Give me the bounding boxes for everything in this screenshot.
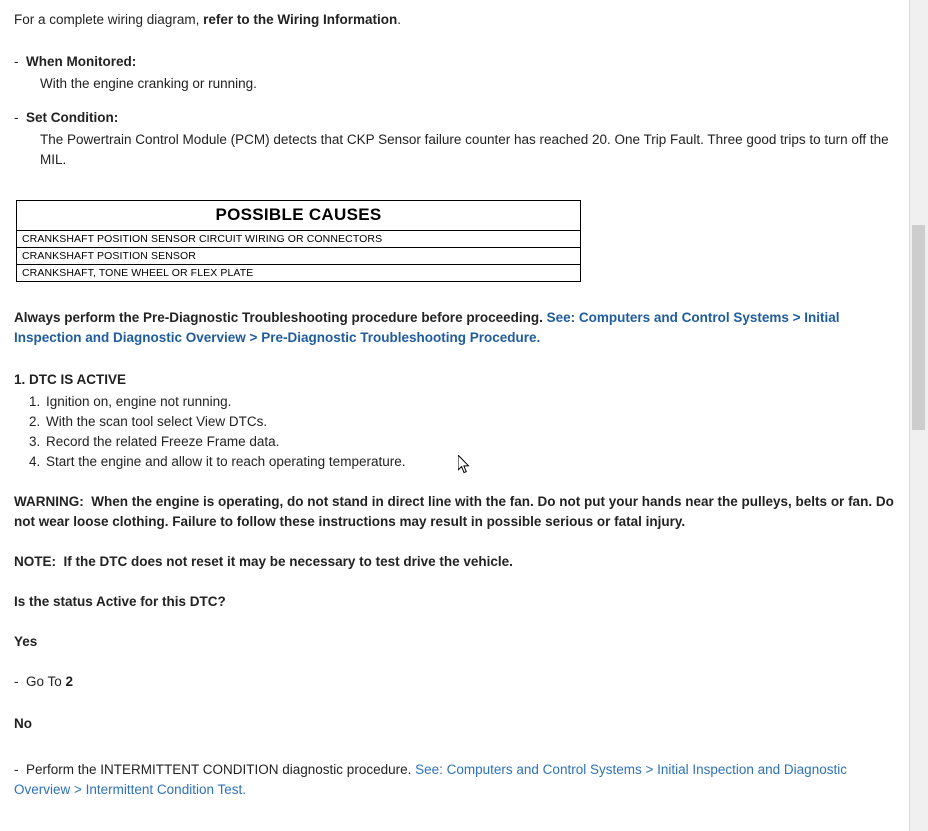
- step-section-heading: 1. DTC IS ACTIVE: [14, 372, 127, 387]
- possible-causes-table: [16, 200, 581, 282]
- when-monitored-text: With the engine cranking or running.: [40, 76, 257, 91]
- question-text: Is the status Active for this DTC?: [14, 594, 226, 609]
- table-row: [17, 248, 581, 265]
- yes-label: Yes: [14, 634, 38, 649]
- list-item: 1. Ignition on, engine not running.: [44, 392, 894, 412]
- cause-row-1: CRANKSHAFT POSITION SENSOR CIRCUIT WIRING OR CONNECTORS: [17, 231, 581, 248]
- possible-causes-title: POSSIBLE CAUSES: [17, 201, 581, 231]
- yes-action: [14, 672, 894, 692]
- table-header-row: [17, 201, 581, 231]
- vertical-scrollbar[interactable]: [909, 0, 928, 831]
- list-item: 3. Record the related Freeze Frame data.: [44, 432, 894, 452]
- note-paragraph: [14, 552, 894, 572]
- no-label: No: [14, 716, 32, 731]
- intro-prefix: For a complete wiring diagram,: [14, 12, 204, 27]
- list-item: 2. With the scan tool select View DTCs.: [44, 412, 894, 432]
- no-action-text: Perform the INTERMITTENT CONDITION diagnostic procedure.: [26, 762, 416, 777]
- scrollbar-thumb[interactable]: [912, 225, 925, 430]
- set-condition-label: Set Condition:: [26, 110, 119, 125]
- no-action: [14, 760, 894, 800]
- goto-step-link[interactable]: 2: [65, 674, 74, 689]
- table-row: [17, 231, 581, 248]
- pre-diagnostic-text: Always perform the Pre-Diagnostic Troubleshooting procedure before proceeding.: [14, 310, 547, 325]
- bullet-dash-icon: -: [14, 762, 19, 777]
- cause-row-2: CRANKSHAFT POSITION SENSOR: [17, 248, 581, 265]
- pre-diagnostic-link[interactable]: See: Computers and Control Systems > Initial Inspection and Diagnostic Overview > Pre-Diagnostic Troubleshooting Procedure.: [14, 310, 840, 345]
- possible-causes-block: [16, 200, 581, 282]
- set-condition-heading: [14, 108, 894, 128]
- set-condition-text: The Powertrain Control Module (PCM) detects that CKP Sensor failure counter has reached 20. One Trip Fault. Three good trips to turn off the MIL.: [40, 132, 889, 167]
- intermittent-condition-link[interactable]: See: Computers and Control Systems > Initial Inspection and Diagnostic Overview > Intermittent Condition Test.: [14, 762, 847, 797]
- pre-diagnostic-paragraph: [14, 308, 894, 348]
- warning-text: When the engine is operating, do not stand in direct line with the fan. Do not put your hands near the pulleys, belts or fan. Do not wear loose clothing. Failure to follow these instructions may result in possible serious or fatal injury.: [14, 494, 894, 529]
- wiring-information-link[interactable]: refer to the Wiring Information: [203, 12, 398, 27]
- bullet-dash-icon: -: [14, 674, 19, 689]
- bullet-dash-icon: -: [14, 54, 19, 69]
- note-label: NOTE:: [14, 554, 56, 569]
- bullet-dash-icon: -: [14, 110, 19, 125]
- cause-row-3: CRANKSHAFT, TONE WHEEL OR FLEX PLATE: [17, 265, 581, 282]
- table-row: [17, 265, 581, 282]
- step-list: [14, 392, 894, 472]
- warning-paragraph: [14, 492, 894, 532]
- when-monitored-label: When Monitored:: [26, 54, 137, 69]
- note-text: If the DTC does not reset it may be necessary to test drive the vehicle.: [63, 554, 513, 569]
- intro-suffix: .: [397, 12, 401, 27]
- yes-action-prefix: Go To: [26, 674, 66, 689]
- warning-label: WARNING:: [14, 494, 84, 509]
- when-monitored-heading: [14, 52, 894, 72]
- intro-paragraph: [14, 10, 894, 30]
- list-item: 4. Start the engine and allow it to reach operating temperature.: [44, 452, 894, 472]
